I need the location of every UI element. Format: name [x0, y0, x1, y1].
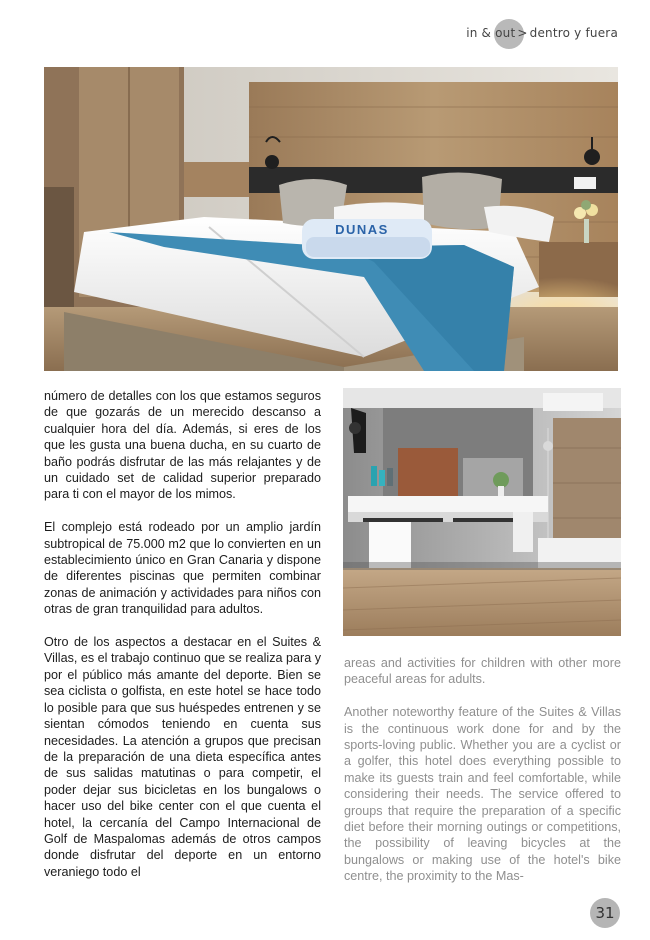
- english-article-column: [344, 655, 621, 901]
- spanish-paragraph-3: Otro de los aspectos a destacar en el Suites & Villas, es el trabajo continuo que se realiza para y por el público más amante del deporte. Bien se sea ciclista o golfista, en este hotel se hace todo lo posible para que sus huéspedes entrenen y se sientan cómodos teniendo en cuenta sus necesidades. La atención a grupos que precisan de la preparación de una dieta específica antes de sus salidas matutinas o para competir, el poder dejar sus bicicletas en los bungalows o hacer uso del bike center con el que cuenta el hotel, la cercanía del Campo Internacional de Golf de Maspalomas además de otros campos donde disfrutar del deporte en un entorno veraniego todo el: [44, 635, 321, 879]
- spanish-paragraph-2: El complejo está rodeado por un amplio jardín subtropical de 75.000 m2 que lo convierten en un establecimiento único en Gran Canaria y dispone de diferentes piscinas que permiten combinar zonas de animación y actividades para niños con otras de gran tranquilidad para adultos.: [44, 520, 321, 617]
- page-number-badge: [590, 898, 620, 928]
- section-separator: >: [517, 26, 528, 40]
- bathroom-photo: [343, 388, 621, 636]
- bedroom-photo: [44, 67, 618, 371]
- section-header: [466, 20, 618, 46]
- section-label-right: dentro y fuera: [529, 26, 618, 40]
- towel-brand-text: DUNAS: [335, 222, 389, 237]
- section-label-left: in & out: [466, 26, 516, 40]
- spanish-article-column: [44, 388, 321, 897]
- spanish-paragraph-1: número de detalles con los que estamos seguros de que gozarás de un merecido descanso a cualquier hora del día. Además, si eres de los que les gusta una buena ducha, en su cuarto de baño podrás disfrutar de las más relajantes y de un cuidado set de calidad superior preparado para ti con el mayor de los mimos.: [44, 389, 321, 502]
- english-paragraph-2: Another noteworthy feature of the Suites & Villas is the continuous work done for and by the sports-loving public. Whether you are a cyclist or a golfer, this hotel does everything possible to make its guests train and feel comfortable, while considering their needs. The service offered to groups that require the preparation of a specific diet before their morning outings or competitions, the possibility of leaving bicycles at the bungalows or making use of the hotel's bike centre, the proximity to the Mas-: [344, 705, 621, 884]
- english-paragraph-1: areas and activities for children with other more peaceful areas for adults.: [344, 656, 621, 687]
- page-number: 31: [595, 904, 615, 922]
